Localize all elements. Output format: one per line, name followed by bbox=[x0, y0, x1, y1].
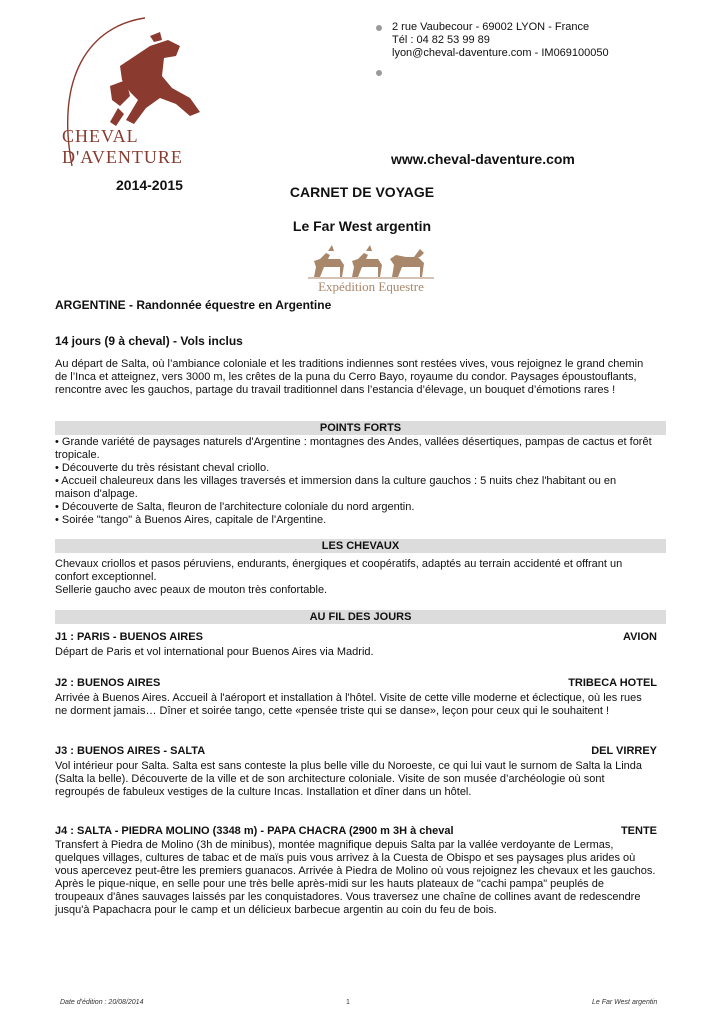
day-lodging: AVION bbox=[622, 631, 657, 643]
season: 2014-2015 bbox=[116, 177, 183, 193]
bullet-icon bbox=[376, 25, 382, 31]
text-line: jusqu'à Papachacra pour le camp et un délicieux barbecue argentin au coin du feu de bois. bbox=[55, 904, 497, 916]
bullet-icon bbox=[376, 70, 382, 76]
day-description bbox=[55, 760, 667, 799]
day-lodging: TENTE bbox=[620, 825, 657, 837]
text-line: vous apercevez peut-être les premiers guanacos. Arrivée à Piedra de Molino où vous rejoignez les chevaux et les gauchos. bbox=[55, 865, 656, 877]
day-title: J4 : SALTA - PIEDRA MOLINO (3348 m) - PAPA CHACRA (2900 m 3H à cheval bbox=[55, 825, 454, 837]
text-line: Arrivée à Buenos Aires. Accueil à l'aéroport et installation à l'hôtel. Visite de cette ville moderne et éclectique, où les rues bbox=[55, 692, 642, 704]
list-item: • Soirée "tango" à Buenos Aires, capitale de l'Argentine. bbox=[55, 514, 327, 526]
points-forts-list bbox=[55, 436, 667, 527]
text-line: (Salta la belle). Découverte de la ville et de son architecture coloniale. Visite de son musée d’archéologie où sont bbox=[55, 773, 605, 785]
contact-email[interactable]: lyon@cheval-daventure.com - IM069100050 bbox=[392, 47, 609, 59]
section-header-points-forts: POINTS FORTS bbox=[55, 421, 666, 435]
text-line: Sellerie gaucho avec peaux de mouton très confortable. bbox=[55, 584, 328, 596]
day-description bbox=[55, 646, 667, 659]
text-line: regroupés de fabuleux vestiges de la culture Incas. Installation et dîner dans un hôtel. bbox=[55, 786, 472, 798]
text-line: Au départ de Salta, où l’ambiance coloniale et les traditions indiennes sont restées vives, vous rejoignez le grand chemin bbox=[55, 358, 644, 370]
contact-address: 2 rue Vaubecour - 69002 LYON - France bbox=[392, 21, 590, 33]
text-line: Transfert à Piedra de Molino (3h de minibus), montée magnifique depuis Salta par la vallée verdoyante de Lermas, bbox=[55, 839, 614, 851]
text-line: de l’Inca et atteignez, vers 3000 m, les crêtes de la puna du Cerro Bayo, royaume du condor. Paysages époustouflants, bbox=[55, 371, 637, 383]
text-line: quelques villages, cultures de tabac et de maïs puis vous arrivez à la Cuesta de Obispo et ses paysages plus arides où bbox=[55, 852, 636, 864]
footer-edition-date: Date d'édition : 20/08/2014 bbox=[60, 999, 144, 1006]
footer-page-number: 1 bbox=[346, 999, 350, 1006]
list-item: • Découverte de Salta, fleuron de l'architecture coloniale du nord argentin. bbox=[55, 501, 415, 513]
intro-paragraph bbox=[55, 358, 667, 397]
text-line: ne dorment jamais… Dîner et soirée tango, cette «pensée triste qui se danse», leçon pour ceux qui le souhaitent ! bbox=[55, 705, 609, 717]
footer-trip-name: Le Far West argentin bbox=[592, 999, 658, 1006]
trip-subtitle: ARGENTINE - Randonnée équestre en Argentine bbox=[55, 298, 332, 312]
day-header bbox=[55, 825, 657, 838]
day-header bbox=[55, 677, 657, 690]
text-line: troupeaux d'ânes sauvages laissés par les conquistadores. Vous traversez une chaîne de collines avant de redescendre bbox=[55, 891, 641, 903]
text-line: confort exceptionnel. bbox=[55, 571, 157, 583]
text-line: Après le pique-nique, en selle pour une très belle après-midi sur les hauts plateaux de "cachi pampa" peuplés de bbox=[55, 878, 604, 890]
day-lodging: TRIBECA HOTEL bbox=[568, 677, 657, 689]
day-header bbox=[55, 745, 657, 758]
contact-phone: Tél : 04 82 53 99 89 bbox=[392, 34, 490, 46]
trip-duration: 14 jours (9 à cheval) - Vols inclus bbox=[55, 334, 243, 348]
list-item: • Grande variété de paysages naturels d'Argentine : montagnes des Andes, vallées désertiques, pampas de cactus et forêt bbox=[55, 436, 652, 448]
trip-title: Le Far West argentin bbox=[292, 218, 432, 234]
chevaux-paragraph bbox=[55, 558, 667, 597]
text-line: Vol intérieur pour Salta. Salta est sans conteste la plus belle ville du Noroeste, ce qui lui vaut le surnom de Salta la Linda bbox=[55, 760, 643, 772]
day-title: J3 : BUENOS AIRES - SALTA bbox=[55, 745, 206, 757]
day-description bbox=[55, 839, 667, 917]
expedition-logo bbox=[306, 245, 436, 281]
list-item: maison d'alpage. bbox=[55, 488, 138, 500]
brand-name: CHEVAL D'AVENTURE bbox=[62, 126, 183, 167]
day-description bbox=[55, 692, 667, 718]
document-title: CARNET DE VOYAGE bbox=[289, 184, 435, 200]
section-header-jours: AU FIL DES JOURS bbox=[55, 610, 666, 624]
list-item: • Accueil chaleureux dans les villages traversés et immersion dans la culture gauchos : 5 nuits chez l'habitant ou en bbox=[55, 475, 617, 487]
text-line: Départ de Paris et vol international pour Buenos Aires via Madrid. bbox=[55, 646, 374, 658]
text-line: rencontre avec les gauchos, partage du travail traditionnel dans l’estancia d’élevage, un bouquet d’émotions rares ! bbox=[55, 384, 616, 396]
day-title: J1 : PARIS - BUENOS AIRES bbox=[55, 631, 203, 643]
website-link[interactable]: www.cheval-daventure.com bbox=[391, 151, 575, 167]
list-item: tropicale. bbox=[55, 449, 100, 461]
day-title: J2 : BUENOS AIRES bbox=[55, 677, 161, 689]
day-header bbox=[55, 631, 657, 644]
expedition-label: Expédition Equestre bbox=[318, 279, 424, 294]
section-header-chevaux: LES CHEVAUX bbox=[55, 539, 666, 553]
day-lodging: DEL VIRREY bbox=[591, 745, 657, 757]
list-item: • Découverte du très résistant cheval criollo. bbox=[55, 462, 270, 474]
text-line: Chevaux criollos et pasos péruviens, endurants, énergiques et coopératifs, adaptés au terrain accidenté et offrant un bbox=[55, 558, 623, 570]
